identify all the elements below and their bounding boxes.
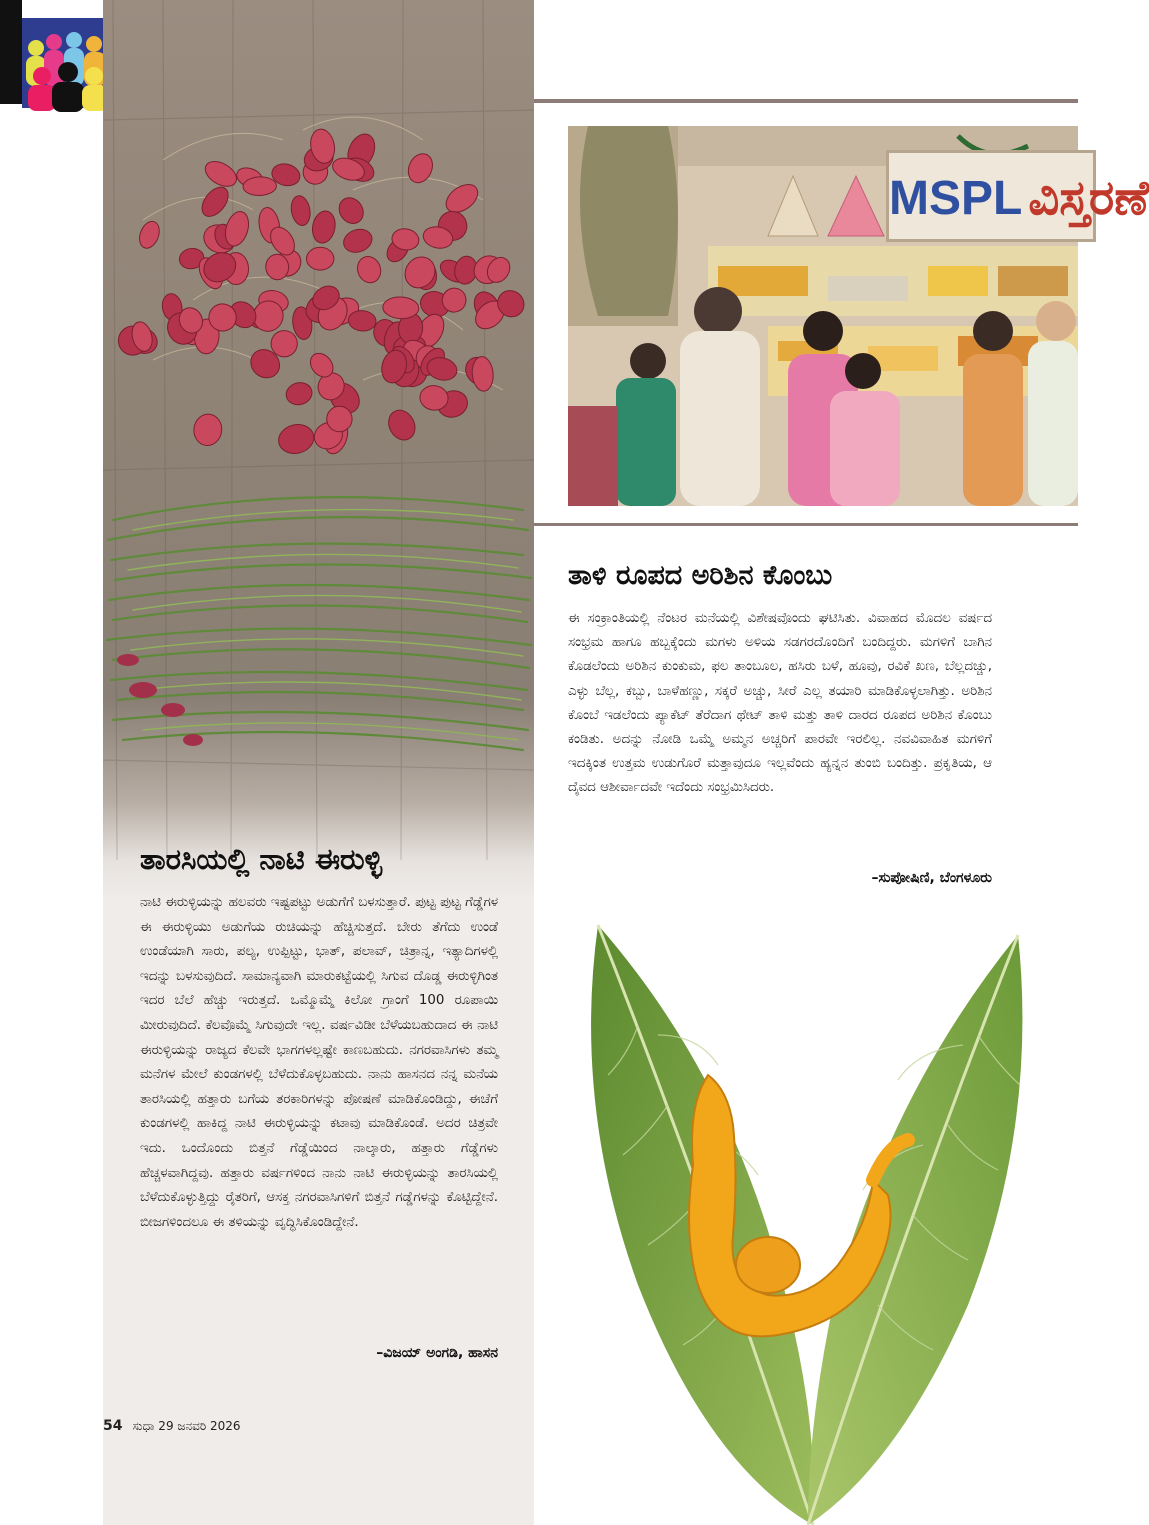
shallot-bulb — [201, 156, 241, 191]
shallot-bulb — [284, 380, 315, 407]
shop-sign-latin: MSPL — [889, 172, 1023, 225]
shallot-bulb — [354, 253, 385, 286]
market-stall-photo — [568, 126, 1149, 506]
shallot-bulb — [404, 150, 437, 187]
left-panel — [103, 0, 534, 1525]
shallot-bulb — [334, 193, 368, 228]
shallot-bulb — [307, 247, 334, 270]
people-crowd-icon — [22, 18, 110, 108]
shallot-onion-photo — [103, 100, 534, 840]
top-divider — [534, 99, 1078, 103]
publication-date: ಸುಧಾ 29 ಜನವರಿ 2026 — [132, 1419, 241, 1433]
shallot-bulb — [340, 226, 375, 256]
shallot-bulb — [197, 182, 234, 221]
turmeric-on-mango-leaves-photo — [568, 905, 1038, 1525]
middle-divider — [534, 523, 1078, 526]
shallot-bulb — [399, 251, 441, 294]
shop-sign-kannada: ವಿಸ್ತರಣೆ — [1028, 172, 1149, 225]
shallot-bulb — [382, 296, 419, 319]
right-article-author: –ಸುಪೋಷಿಣಿ, ಬೆಂಗಳೂರು — [871, 870, 992, 886]
shallot-bulb — [136, 219, 163, 251]
right-article-body: ಈ ಸಂಕ್ರಾಂತಿಯಲ್ಲಿ ನೆಂಟರ ಮನೆಯಲ್ಲಿ ವಿಶೇಷವೊಂದು ಘಟಿಸಿತು. ವಿವಾಹದ ಮೊದಲ ವರ್ಷದ ಸಂಭ್ರಮ ಹಾಗೂ ಹಬ್ಬಕ್ಕೆಂದು ಮಗಳು ಅಳಿಯ ಸಡಗರದೊಂದಿಗೆ ಬಂದಿದ್ದರು. ಮಗಳಿಗೆ ಬಾಗಿನ ಕೊಡಲೆಂದು ಅರಿಶಿನ ಕುಂಕುಮ, ಫಲ ತಾಂಬೂಲ, ಹಸಿರು ಬಳೆ, ಹೂವು, ರವಿಕೆ ಖಣ, ಬೆಲ್ಲದಚ್ಚು, ಎಳ್ಳು ಬೆಲ್ಲ, ಕಬ್ಬು, ಬಾಳೆಹಣ್ಣು, ಸಕ್ಕರೆ ಅಚ್ಚು, ಸೀರೆ ಎಲ್ಲ ತಯಾರಿ ಮಾಡಿಕೊಳ್ಳಲಾಗಿತ್ತು. ಅರಿಶಿನ ಕೊಂಬೆ ಇಡಲೆಂದು ಪ್ಯಾಕೆಟ್ ತೆರೆದಾಗ ಥೇಟ್ ತಾಳಿ ಮತ್ತು ತಾಳಿ ದಾರದ ರೂಪದ ಅರಿಶಿನ ಕೊಂಬು ಕಂಡಿತು. ಅದನ್ನು ನೋಡಿ ಒಮ್ಮೆ ಅಮ್ಮನ ಅಚ್ಚರಿಗೆ ಪಾರವೇ ಇರಲಿಲ್ಲ. ನವವಿವಾಹಿತ ಮಗಳಿಗೆ ಇದಕ್ಕಿಂತ ಉತ್ತಮ ಉಡುಗೊರೆ ಮತ್ತಾವುದೂ ಇಲ್ಲವೆಂದು ಹ್ಯನ್ನನ ತುಂಬಿ ಬಂದಿತ್ತು. ಪ್ರಕೃತಿಯ, ಆ ದೈವದ ಆಶೀರ್ವಾದವೇ ಇದೆಂದು ಸಂಭ್ರಮಿಸಿದರು. — [568, 611, 992, 796]
shallot-bulb — [471, 356, 495, 392]
shallot-bulb — [384, 406, 420, 445]
shallot-bulb — [276, 421, 317, 457]
left-article-title: ತಾರಸಿಯಲ್ಲಿ ನಾಟಿ ಈರುಳ್ಳಿ — [140, 842, 383, 876]
left-article-body: ನಾಟಿ ಈರುಳ್ಳಿಯನ್ನು ಹಲವರು ಇಷ್ಟಪಟ್ಟು ಅಡುಗೆಗೆ ಬಳಸುತ್ತಾರೆ. ಪುಟ್ಟ ಪುಟ್ಟ ಗೆಡ್ಡೆಗಳ ಈ ಈರುಳ್ಳಿಯು ಅಡುಗೆಯ ರುಚಿಯನ್ನು ಹೆಚ್ಚಿಸುತ್ತದೆ. ಬೇರು ತೆಗೆದು ಉಂಡೆ ಉಂಡೆಯಾಗಿ ಸಾರು, ಪಲ್ಯ, ಉಪ್ಪಿಟ್ಟು, ಭಾತ್, ಪಲಾವ್, ಚಿತ್ರಾನ್ನ, ಇತ್ಯಾದಿಗಳಲ್ಲಿ ಇದನ್ನು ಬಳಸುವುದಿದೆ. ಸಾಮಾನ್ಯವಾಗಿ ಮಾರುಕಟ್ಟೆಯಲ್ಲಿ ಸಿಗುವ ದೊಡ್ಡ ಈರುಳ್ಳಿಗಿಂತ ಇದರ ಬೆಲೆ ಹೆಚ್ಚು ಇರುತ್ತದೆ. ಒಮ್ಮೊಮ್ಮೆ ಕಿಲೋ ಗ್ರಾಂಗೆ 100 ರೂಪಾಯಿ ಮೀರುವುದಿದೆ. ಕೆಲವೊಮ್ಮೆ ಸಿಗುವುದೇ ಇಲ್ಲ. ವರ್ಷವಿಡೀ ಬೆಳೆಯಬಹುದಾದ ಈ ನಾಟಿ ಈರುಳ್ಳಿಯನ್ನು ರಾಜ್ಯದ ಕೆಲವೇ ಭಾಗಗಳಲ್ಲಷ್ಟೇ ಕಾಣಬಹುದು. ನಗರವಾಸಿಗಳು ತಮ್ಮ ಮನೆಗಳ ಮೇಲೆ ಕುಂಡಗಳಲ್ಲಿ ಬೆಳೆದುಕೊಳ್ಳಬಹುದು. ನಾನು ಹಾಸನದ ನನ್ನ ಮನೆಯ ತಾರಸಿಯಲ್ಲಿ ಹತ್ತಾರು ಬಗೆಯ ತರಕಾರಿಗಳನ್ನು ಪೋಷಣೆ ಮಾಡಿಕೊಂಡಿದ್ದು, ಈಚೆಗೆ ಕುಂಡಗಳಲ್ಲಿ ಹಾಕಿದ್ದ ನಾಟಿ ಈರುಳ್ಳಿಯನ್ನು ಕಟಾವು ಮಾಡಿಕೊಂಡೆ. ಅದರ ಚಿತ್ರವೇ ಇದು. ಒಂದೊಂದು ಬಿತ್ತನೆ ಗೆಡ್ಡೆಯಿಂದ ನಾಲ್ಕಾರು, ಹತ್ತಾರು ಗೆಡ್ಡೆಗಳು ಹೆಚ್ಚಳವಾಗಿದ್ದವು. ಹತ್ತಾರು ವರ್ಷಗಳಿಂದ ನಾನು ನಾಟಿ ಈರುಳ್ಳಿಯನ್ನು ತಾರಸಿಯಲ್ಲಿ ಬೆಳೆದುಕೊಳ್ಳುತ್ತಿದ್ದು ರೈತರಿಗೆ, ಆಸಕ್ತ ನಗರವಾಸಿಗಳಿಗೆ ಬಿತ್ತನೆ ಗಡ್ಡೆಗಳನ್ನು ಕೊಟ್ಟಿದ್ದೇನೆ. ಬೀಜಗಳಿಂದಲೂ ಈ ತಳಿಯನ್ನು ವೃದ್ಧಿಸಿಕೊಂಡಿದ್ದೇನೆ. — [140, 895, 498, 1230]
left-article-author: –ವಿಜಯ್ ಅಂಗಡಿ, ಹಾಸನ — [376, 1345, 498, 1361]
page-footer — [103, 1418, 241, 1434]
shop-sign — [886, 150, 1149, 242]
shallot-bulb — [310, 209, 338, 245]
shallot-bulb — [192, 413, 223, 448]
corner-bar — [0, 0, 22, 104]
right-article-title: ತಾಳಿ ರೂಪದ ಅರಿಶಿನ ಕೊಂಬು — [568, 560, 833, 591]
page-number: 54 — [103, 1418, 123, 1434]
shallot-bulb — [289, 194, 312, 227]
